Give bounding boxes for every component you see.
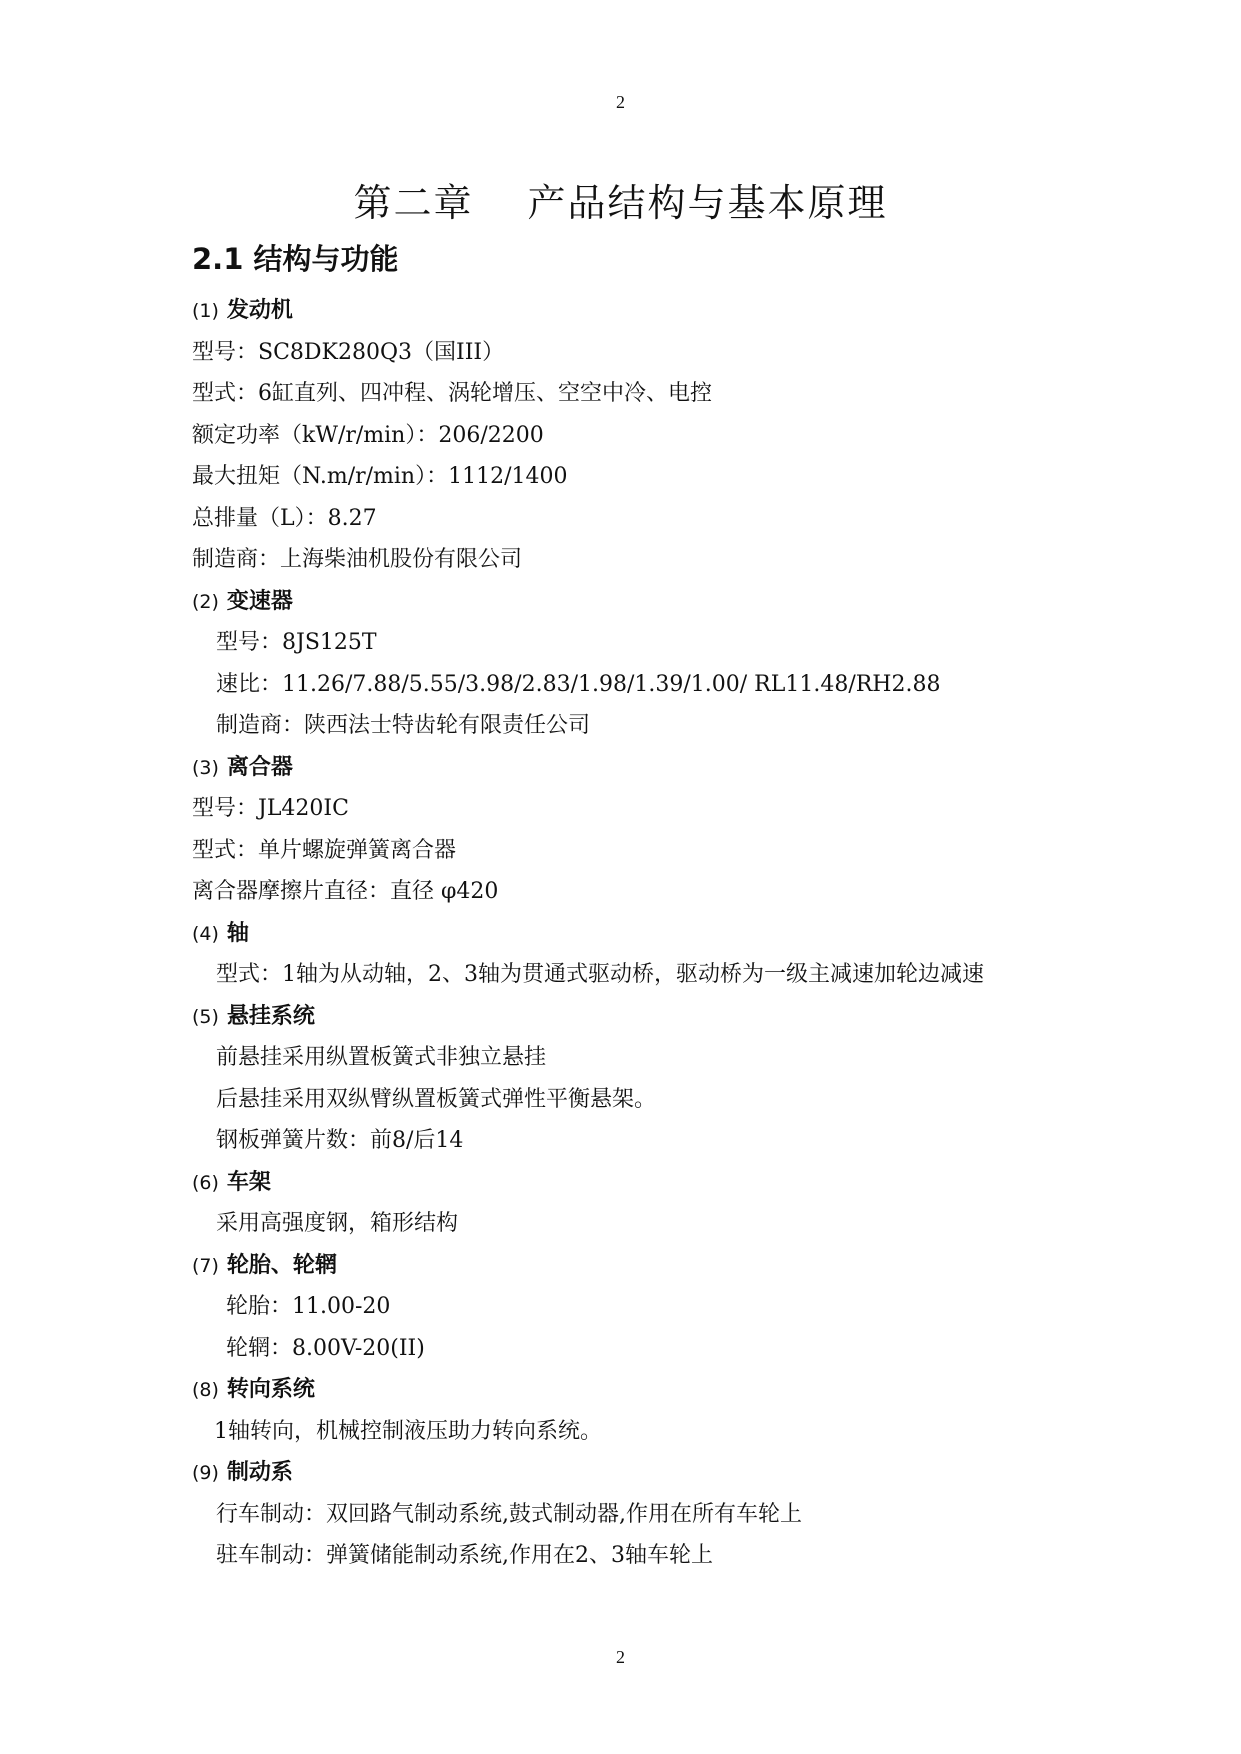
subsection-title: 车架 (226, 1169, 271, 1195)
spec-line: 型号：JL420IC (192, 796, 349, 821)
subsection (192, 1452, 1152, 1577)
subsection-heading (192, 581, 1152, 623)
subsection-number: (5) (192, 1005, 219, 1028)
subsection-title: 制动系 (226, 1460, 293, 1485)
subsection-heading (192, 1452, 1152, 1494)
spec-line: 行车制动：双回路气制动系统,鼓式制动器,作用在所有车轮上 (216, 1501, 802, 1527)
section-title: 2.1 结构与功能 (192, 242, 399, 276)
spec-line: 型式：6缸直列、四冲程、涡轮增压、空空中冷、电控 (192, 381, 712, 406)
subsection-title: 发动机 (226, 298, 293, 323)
chapter-title: 第二章 产品结构与基本原理 (353, 181, 888, 225)
spec-line: 总排量（L）：8.27 (192, 505, 377, 531)
subsection (192, 290, 1152, 581)
spec-line: 驻车制动：弹簧储能制动系统,作用在2、3轴车轮上 (216, 1543, 713, 1568)
spec-line: 型式：单片螺旋弹簧离合器 (192, 837, 457, 863)
subsection (192, 913, 1152, 996)
document-body (192, 238, 1152, 1577)
subsection-title: 悬挂系统 (226, 1003, 315, 1029)
spec-line: 速比：11.26/7.88/5.55/3.98/2.83/1.98/1.39/1.00/ RL11.48/RH2.88 (216, 671, 941, 697)
spec-line: 型号：8JS125T (216, 630, 377, 655)
subsection-heading (192, 913, 1152, 955)
subsection-number: (3) (192, 756, 219, 779)
spec-line: 离合器摩擦片直径：直径 φ420 (192, 879, 499, 904)
subsection-title: 轮胎、轮辋 (226, 1252, 337, 1278)
spec-line: 型号：SC8DK280Q3（国III） (192, 339, 505, 365)
subsection-heading (192, 747, 1152, 789)
subsection-list (192, 290, 1152, 1577)
subsection-title: 轴 (226, 920, 249, 946)
subsection (192, 996, 1152, 1162)
spec-line: 轮辋：8.00V-20(II) (226, 1335, 425, 1361)
spec-line: 型式：1轴为从动轴，2、3轴为贯通式驱动桥，驱动桥为一级主减速加轮边减速 (216, 962, 984, 987)
subsection (192, 1245, 1152, 1370)
spec-line: 采用高强度钢，箱形结构 (216, 1211, 459, 1236)
subsection-heading (192, 1162, 1152, 1204)
subsection-number: (7) (192, 1254, 219, 1277)
spec-line: 钢板弹簧片数：前8/后14 (216, 1128, 464, 1153)
subsection-number: (6) (192, 1171, 219, 1194)
spec-line: 最大扭矩（N.m/r/min）：1112/1400 (192, 464, 568, 489)
subsection-heading (192, 996, 1152, 1038)
spec-line: 前悬挂采用纵置板簧式非独立悬挂 (216, 1045, 547, 1070)
spec-line: 制造商：陕西法士特齿轮有限责任公司 (216, 713, 591, 738)
subsection-heading (192, 1245, 1152, 1287)
subsection-heading (192, 290, 1152, 332)
subsection (192, 1162, 1152, 1245)
subsection-title: 转向系统 (226, 1377, 315, 1402)
subsection-number: (8) (192, 1379, 219, 1401)
subsection-number: (1) (192, 300, 219, 322)
spec-line: 后悬挂采用双纵臂纵置板簧式弹性平衡悬架。 (216, 1086, 657, 1112)
subsection-number: (4) (192, 922, 219, 945)
subsection (192, 1369, 1152, 1452)
page-number-bottom: 2 (616, 1647, 625, 1667)
subsection-title: 离合器 (226, 754, 293, 780)
page-number-top: 2 (616, 92, 625, 112)
subsection-heading (192, 1369, 1152, 1411)
spec-line: 轮胎：11.00-20 (226, 1294, 391, 1319)
subsection-title: 变速器 (226, 588, 293, 614)
subsection-number: (9) (192, 1462, 219, 1484)
subsection (192, 581, 1152, 747)
spec-line: 1轴转向，机械控制液压助力转向系统。 (214, 1418, 602, 1444)
spec-line: 额定功率（kW/r/min）：206/2200 (192, 422, 544, 448)
subsection-number: (2) (192, 590, 219, 613)
subsection (192, 747, 1152, 913)
spec-line: 制造商：上海柴油机股份有限公司 (192, 547, 523, 572)
